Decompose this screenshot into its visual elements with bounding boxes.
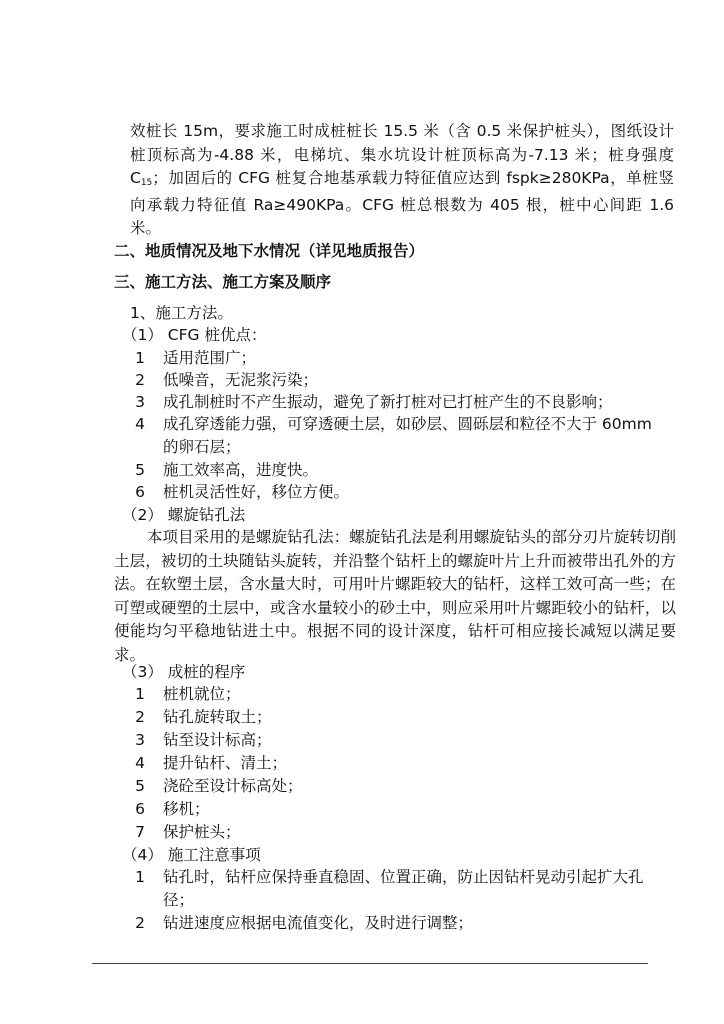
pile-procedure-title: （3） 成桩的程序 xyxy=(122,663,246,681)
heading-construction: 三、施工方法、施工方案及顺序 xyxy=(114,273,332,291)
intro-text-2: ；加固后的 CFG 桩复合地基承载力特征值应达到 fspk≥280KPa，单桩竖向承载力特征值 Ra≥490KPa。CFG 桩总根数为 405 根，桩中心间距 1.6 米。 xyxy=(130,169,674,237)
drill-method-title: （2） 螺旋钻孔法 xyxy=(122,506,246,524)
intro-paragraph xyxy=(130,120,674,241)
intro-subscript: 15 xyxy=(140,178,153,188)
drill-method-paragraph: 本项目采用的是螺旋钻孔法：螺旋钻孔法是利用螺旋钻头的部分刃片旋转切削土层，被切的土块随钻头旋转，并沿整个钻杆上的螺旋叶片上升而被带出孔外的方法。在软塑土层，含水量大时，可用叶片螺距较大的钻杆，这样工效可高一些；在可塑或硬塑的土层中，或含水量较小的砂土中，则应采用叶片螺距较小的钻杆，以便能均匀平稳地钻进土中。根据不同的设计深度，钻杆可相应接长减短以满足要求。 xyxy=(114,528,676,664)
notes-title: （4） 施工注意事项 xyxy=(122,846,261,864)
heading-geology: 二、地质情况及地下水情况（详见地质报告） xyxy=(114,242,425,260)
footer-rule xyxy=(92,963,648,964)
method-title: 1、施工方法。 xyxy=(130,304,233,322)
document-page: 效桩长 15m，要求施工时成桩桩长 15.5 米（含 0.5 米保护桩头），图纸设计桩顶标高为-4.88 米，电梯坑、集水坑设计桩顶标高为-7.13 米；桩身强度 $C_{15}$；加固后的 CFG 桩复合地基承载力特征值应达到 fspk≥280KPa，单桩竖向承载力特征值 Ra≥490KPa。CFG 桩总根数为 405 根，桩中心间距 1.6 米。 二、地质情况及地下水情况（详见地质报告） 三、施工方法、施工方案及顺序 1、施工方法。 （1） CFG 桩优点： 1 适用范围广； 2 低噪音，无泥浆污染； 3 成孔制桩时不产生振动，避免了新打桩对已打桩产生的不良影响； 4 成孔穿透能力强，可穿透硬土层，如砂层、圆砾层和粒径不大于 60mm 的卵石层； 5 施工效率高，进度快。 6 桩机灵活性好，移位方便。 （2） 螺旋钻孔法 本项目采用的是螺旋钻孔法：螺旋钻孔法是利用螺旋钻头的部分刃片旋转切削土层，被切的土块随钻头旋转，并沿整个钻杆上的螺旋叶片上升而被带出孔外的方法。在软塑土层，含水量大时，可用叶片螺距较大的钻杆，这样工效可高一些；在可塑或硬塑的土层中，或含水量较小的砂土中，则应采用叶片螺距较小的钻杆，以便能均匀平稳地钻进土中。根据不同的设计深度，钻杆可相应接长减短以满足要求。 （3） 成桩的程序 1 桩机就位； 2 钻孔旋转取土； 3 钻至设计标高； 4 提升钻杆、清土； 5 浇砼至设计标高处； 6 移机； 7 保护桩头； （4） 施工注意事项 1 钻孔时，钻杆应保持垂直稳固、位置正确，防止因钻杆晃动引起扩大孔径； 2 钻进速度应根据电流值变化，及时进行调整； xyxy=(0,0,724,1024)
cfg-advantages-title: （1） CFG 桩优点： xyxy=(122,326,267,344)
intro-text-1: 效桩长 15m，要求施工时成桩桩长 15.5 米（含 0.5 米保护桩头），图纸设计桩顶标高为-4.88 米，电梯坑、集水坑设计桩顶标高为-7.13 米；桩身强度 C xyxy=(130,122,674,187)
